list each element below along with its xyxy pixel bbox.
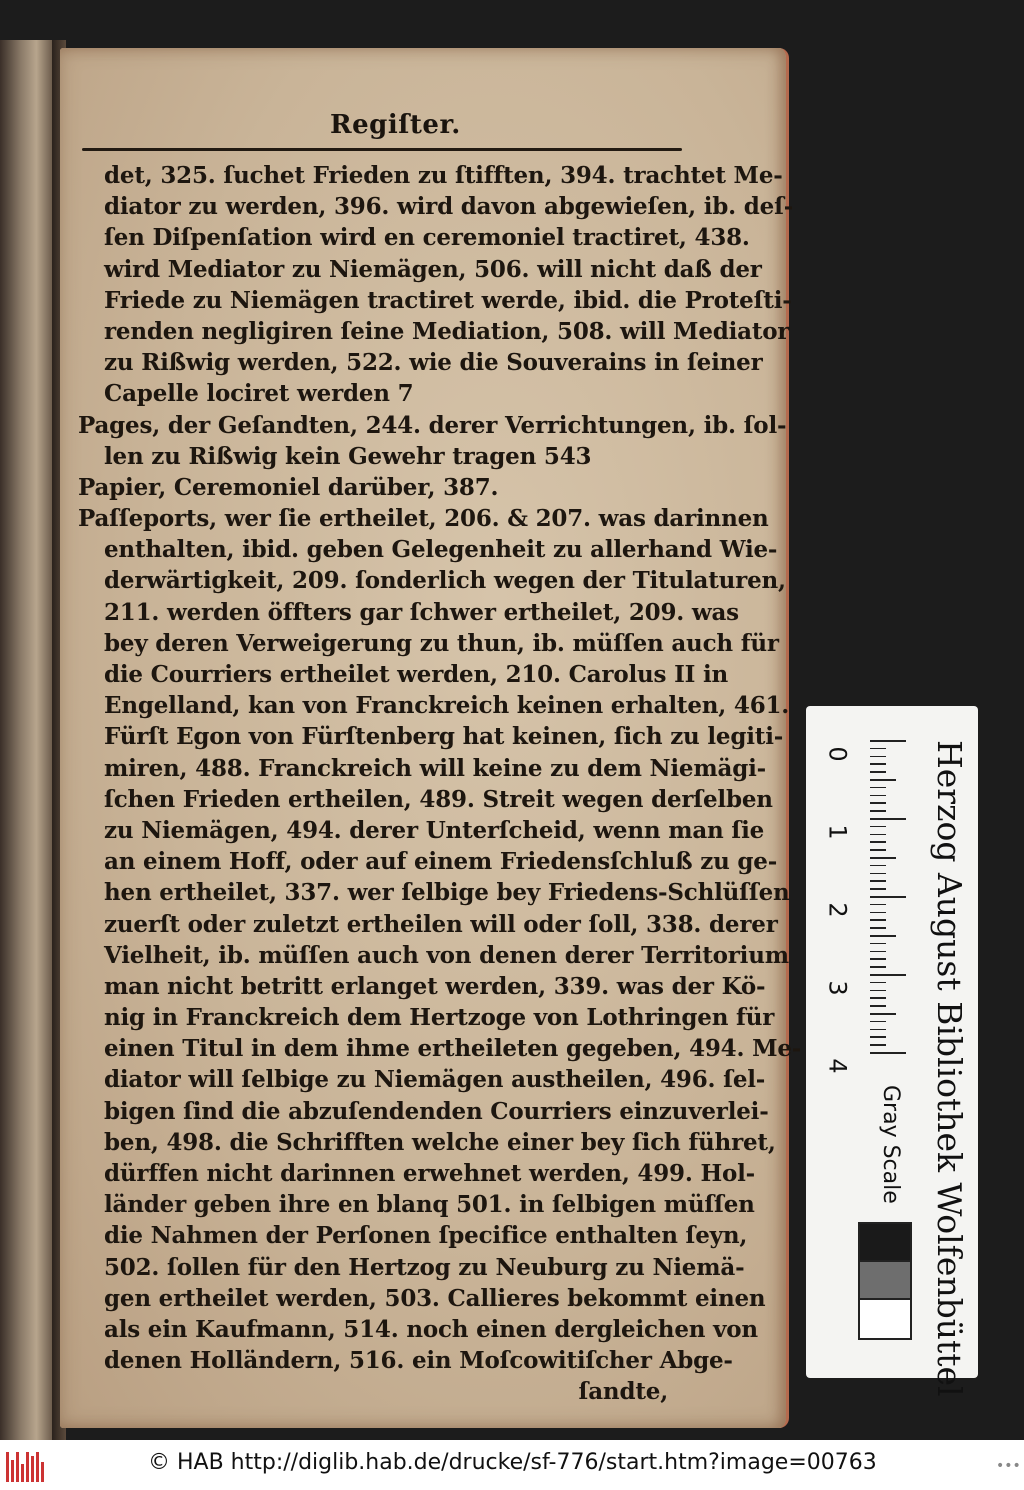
- text-line: denen Holländern, 516. ein Moſcowitiſcher Abge-: [104, 1347, 733, 1375]
- ruler-tick: [870, 1044, 886, 1046]
- ruler-tick: [870, 763, 886, 765]
- text-line: enthalten, ibid. geben Gelegenheit zu allerhand Wie-: [104, 536, 778, 564]
- text-line: Papier, Ceremoniel darüber, 387.: [78, 473, 499, 501]
- ruler-tick: [870, 1052, 906, 1054]
- ruler-tick: [870, 1005, 886, 1007]
- ruler-number: 0: [823, 746, 852, 762]
- ruler-tick: [870, 795, 886, 797]
- ruler-tick: [870, 865, 886, 867]
- text-line: einen Titul in dem ihme ertheileten gegeben, 494. Me-: [104, 1035, 802, 1063]
- ruler-numbers: [823, 740, 860, 1080]
- ruler-tick: [870, 1036, 886, 1038]
- ruler-tick: [870, 943, 886, 945]
- text-line: ſen Diſpenſation wird en ceremoniel tractiret, 438.: [104, 224, 750, 252]
- text-line: zu Niemägen, 494. derer Unterſcheid, wenn man ſie: [104, 816, 765, 844]
- ruler-tick: [870, 1013, 896, 1015]
- text-line: diator will ſelbige zu Niemägen austheilen, 496. ſel-: [104, 1066, 766, 1094]
- text-line: als ein Kaufmann, 514. noch einen dergleichen von: [104, 1315, 758, 1343]
- text-line: bigen ſind die abzuſendenden Courriers einzuverlei-: [104, 1097, 769, 1125]
- text-line: diator zu werden, 396. wird davon abgewieſen, ib. deſ-: [104, 193, 794, 221]
- text-line: bey deren Verweigerung zu thun, ib. müſſen auch für: [104, 629, 779, 657]
- ruler-tick: [870, 997, 886, 999]
- ruler-tick: [870, 951, 886, 953]
- text-line: ſandte,: [578, 1378, 668, 1406]
- text-line: nig in Franckreich dem Hertzoge von Lothringen für: [104, 1004, 775, 1032]
- ruler-tick: [870, 974, 906, 976]
- ruler-tick: [870, 919, 886, 921]
- text-line: hen ertheilet, 337. wer ſelbige bey Friedens-Schlüſſen: [104, 879, 790, 907]
- ruler-number: 4: [823, 1058, 852, 1074]
- ruler-tick: [870, 912, 886, 914]
- text-line: zu Rißwig werden, 522. wie die Souverains in ſeiner: [104, 349, 763, 377]
- ruler-tick: [870, 826, 886, 828]
- ruler-tick: [870, 818, 906, 820]
- ruler-tick: [870, 958, 886, 960]
- text-line: len zu Rißwig kein Gewehr tragen 543: [104, 442, 592, 470]
- text-line: miren, 488. Franckreich will keine zu dem Niemägi-: [104, 754, 766, 782]
- text-line: 502. ſollen für den Hertzog zu Neuburg zu Niemä-: [104, 1253, 745, 1281]
- ruler-tick: [870, 888, 886, 890]
- ruler-tick: [870, 880, 886, 882]
- institution-name: Herzog August Bibliothek Wolfenbüttel: [930, 740, 969, 1397]
- ruler-tick: [870, 779, 896, 781]
- ruler-number: 2: [823, 902, 852, 918]
- ruler-tick: [870, 857, 896, 859]
- text-line: man nicht betritt erlanget werden, 339. was der Kö-: [104, 972, 766, 1000]
- text-line: dürffen nicht darinnen erwehnet werden, 499. Hol-: [104, 1160, 756, 1187]
- text-line: Friede zu Niemägen tractiret werde, ibid. die Proteſti-: [104, 286, 792, 314]
- ruler-tick: [870, 1021, 886, 1023]
- gray-swatch: [858, 1298, 912, 1340]
- ruler-tick: [870, 787, 886, 789]
- text-line: Vielheit, ib. müſſen auch von denen derer Territorium: [104, 941, 789, 969]
- ruler-tick: [870, 810, 886, 812]
- ruler-tick: [870, 834, 886, 836]
- text-line: ſchen Frieden ertheilen, 489. Streit wegen derſelben: [104, 785, 773, 813]
- ruler-tick: [870, 802, 886, 804]
- ruler-ticks: [870, 740, 910, 1080]
- text-line: länder geben ihre en blanq 501. in ſelbigen müſſen: [104, 1191, 755, 1219]
- ruler-tick: [870, 982, 886, 984]
- text-line: Fürſt Egon von Fürſtenberg hat keinen, ſich zu legiti-: [104, 723, 784, 751]
- ruler-tick: [870, 935, 896, 937]
- ruler-number: 1: [823, 824, 852, 840]
- ruler-tick: [870, 740, 906, 742]
- text-line: 211. werden öffters gar ſchwer ertheilet, 209. was: [104, 598, 739, 626]
- more-options-icon[interactable]: •••: [996, 1458, 1021, 1474]
- text-line: die Nahmen der Perſonen ſpecifice enthalten ſeyn,: [104, 1222, 748, 1250]
- register-text: [78, 160, 802, 1408]
- text-line: ben, 498. die Schrifften welche einer bey ſich führet,: [104, 1128, 776, 1156]
- page-heading: Regiſter.: [330, 110, 461, 140]
- ruler-tick: [870, 748, 886, 750]
- ruler-tick: [870, 896, 906, 898]
- text-line: zuerſt oder zuletzt ertheilen will oder ſoll, 338. derer: [104, 910, 778, 938]
- ruler-tick: [870, 966, 886, 968]
- ruler-tick: [870, 841, 886, 843]
- ruler-tick: [870, 1029, 886, 1031]
- ruler-tick: [870, 873, 886, 875]
- text-line: Engelland, kan von Franckreich keinen erhalten, 461.: [104, 692, 790, 720]
- heading-rule: [82, 148, 682, 151]
- text-line: Capelle lociret werden 7: [104, 380, 414, 408]
- barcode-icon: [6, 1448, 48, 1482]
- gray-scale-label: Gray Scale: [878, 1085, 903, 1204]
- footer-credit-link[interactable]: © HAB http://diglib.hab.de/drucke/sf-776/start.htm?image=00763: [148, 1450, 877, 1475]
- text-line: die Courriers ertheilet werden, 210. Carolus II in: [104, 661, 729, 688]
- ruler-number: 3: [823, 980, 852, 996]
- text-line: det, 325. ſuchet Frieden zu ſtifften, 394. trachtet Me-: [104, 162, 783, 189]
- text-line: Pages, der Geſandten, 244. derer Verrichtungen, ib. ſol-: [78, 411, 787, 439]
- ruler-tick: [870, 990, 886, 992]
- ruler-tick: [870, 756, 886, 758]
- ruler-tick: [870, 927, 886, 929]
- text-line: gen ertheilet werden, 503. Callieres bekommt einen: [104, 1284, 766, 1312]
- text-line: wird Mediator zu Niemägen, 506. will nicht daß der: [104, 255, 762, 283]
- gray-swatch: [858, 1222, 912, 1264]
- ruler-tick: [870, 904, 886, 906]
- gray-swatch: [858, 1260, 912, 1302]
- text-line: renden negligiren ſeine Mediation, 508. will Mediator: [104, 317, 790, 345]
- text-line: derwärtigkeit, 209. ſonderlich wegen der Titulaturen,: [104, 567, 786, 595]
- text-line: an einem Hoff, oder auf einem Friedensſchluß zu ge-: [104, 848, 778, 876]
- text-line: Paſſeports, wer ſie ertheilet, 206. & 207. was darinnen: [78, 505, 769, 533]
- facing-page-edge: [0, 40, 52, 1440]
- ruler-tick: [870, 771, 886, 773]
- ruler-tick: [870, 849, 886, 851]
